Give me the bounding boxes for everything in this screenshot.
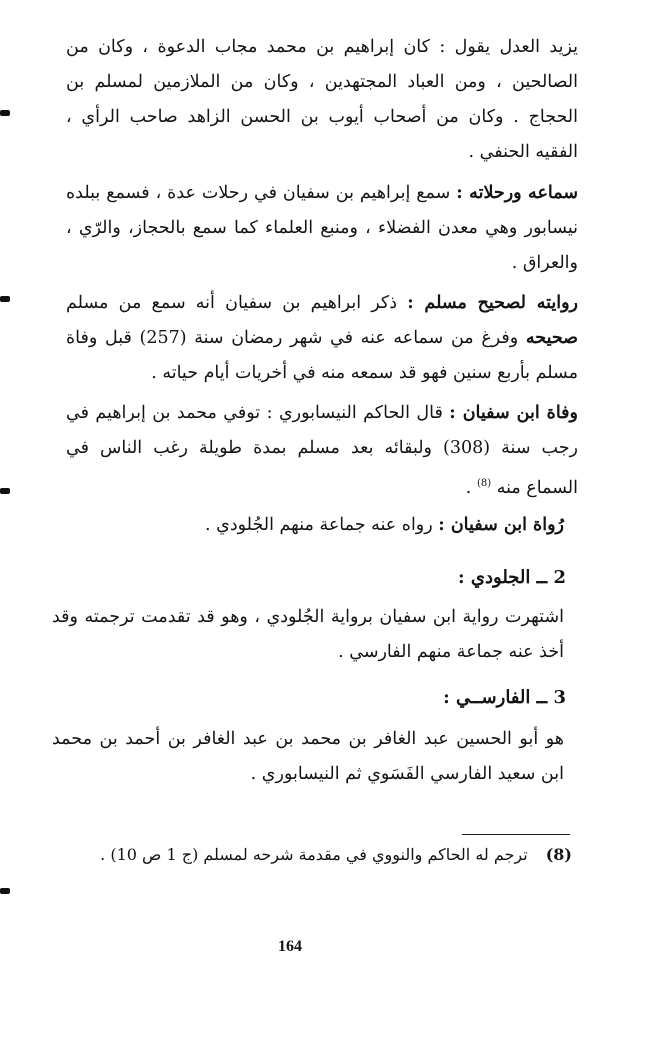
paragraph-narration-text-a: ذكر ابراهيم بن سفيان أنه سمع من مسلم — [66, 293, 408, 313]
section-heading-juludi: 2 ــ الجلودي : — [458, 567, 566, 588]
paragraph-narrators — [52, 508, 564, 543]
footnote-reference[interactable]: (8) — [476, 478, 492, 489]
paragraph-travels — [66, 176, 578, 281]
paragraph-intro-text: يزيد العدل يقول : كان إبراهيم بن محمد مجاب الدعوة ، وكان من الصالحين ، ومن العباد المجتهدين ، وكان من الملازمين لمسلم بن الحجاج . وكان من أصحاب أيوب بن الحسن الزاهد صاحب الرأي ، الفقيه الحنفي . — [66, 37, 578, 162]
footnote-number: (8) — [545, 845, 572, 864]
binding-mark — [0, 296, 10, 302]
section-heading-death: وفاة ابن سفيان : — [449, 403, 578, 423]
paragraph-juludi — [52, 600, 564, 670]
section-heading-travels: سماعه ورحلاته : — [456, 183, 578, 203]
paragraph-travels-text: سمع إبراهيم بن سفيان في رحلات عدة ، فسمع ببلده نيسابور وهي معدن الفضلاء ، ومنبع العلماء كما سمع بالحجاز، والرّي ، والعراق . — [66, 183, 578, 273]
paragraph-narrators-text: رواه عنه جماعة منهم الجُلودي . — [205, 515, 439, 535]
paragraph-narration — [66, 286, 578, 391]
section-heading-narration: روايته لصحيح مسلم : — [407, 293, 578, 313]
paragraph-juludi-text: اشتهرت رواية ابن سفيان برواية الجُلودي ، وهو قد تقدمت ترجمته وقد أخذ عنه جماعة منهم الفارسي . — [52, 607, 564, 662]
binding-mark — [0, 110, 10, 116]
paragraph-death — [66, 396, 578, 506]
footnote-separator — [462, 834, 570, 835]
paragraph-farisi-text: هو أبو الحسين عبد الغافر بن محمد بن عبد الغافر بن أحمد بن محمد ابن سعيد الفارسي الفَسَوي ثم النيسابوري . — [52, 729, 564, 784]
binding-mark — [0, 488, 10, 494]
paragraph-narration-bold: صحيحه — [525, 328, 579, 348]
paragraph-intro — [66, 30, 578, 170]
paragraph-farisi — [52, 722, 564, 792]
binding-mark — [0, 888, 10, 894]
section-heading-farisi: 3 ــ الفارســي : — [443, 687, 566, 708]
paragraph-narration-text-b: وفرغ من سماعه عنه في شهر رمضان سنة (257) قبل وفاة مسلم بأربع سنين فهو قد سمعه منه في أخريات أيام حياته . — [66, 328, 578, 383]
footnote-text: ترجم له الحاكم والنووي في مقدمة شرحه لمسلم (ج 1 ص 10) . — [100, 845, 528, 864]
section-heading-narrators: رُواة ابن سفيان : — [438, 515, 564, 535]
paragraph-death-text: قال الحاكم النيسابوري : توفي محمد بن إبراهيم في رجب سنة (308) ولبقائه بعد مسلم بمدة طويلة رغب الناس في السماع منه — [66, 403, 578, 498]
page-number: 164 — [278, 938, 302, 955]
footnote — [100, 840, 572, 870]
paragraph-death-end: . — [465, 477, 477, 498]
